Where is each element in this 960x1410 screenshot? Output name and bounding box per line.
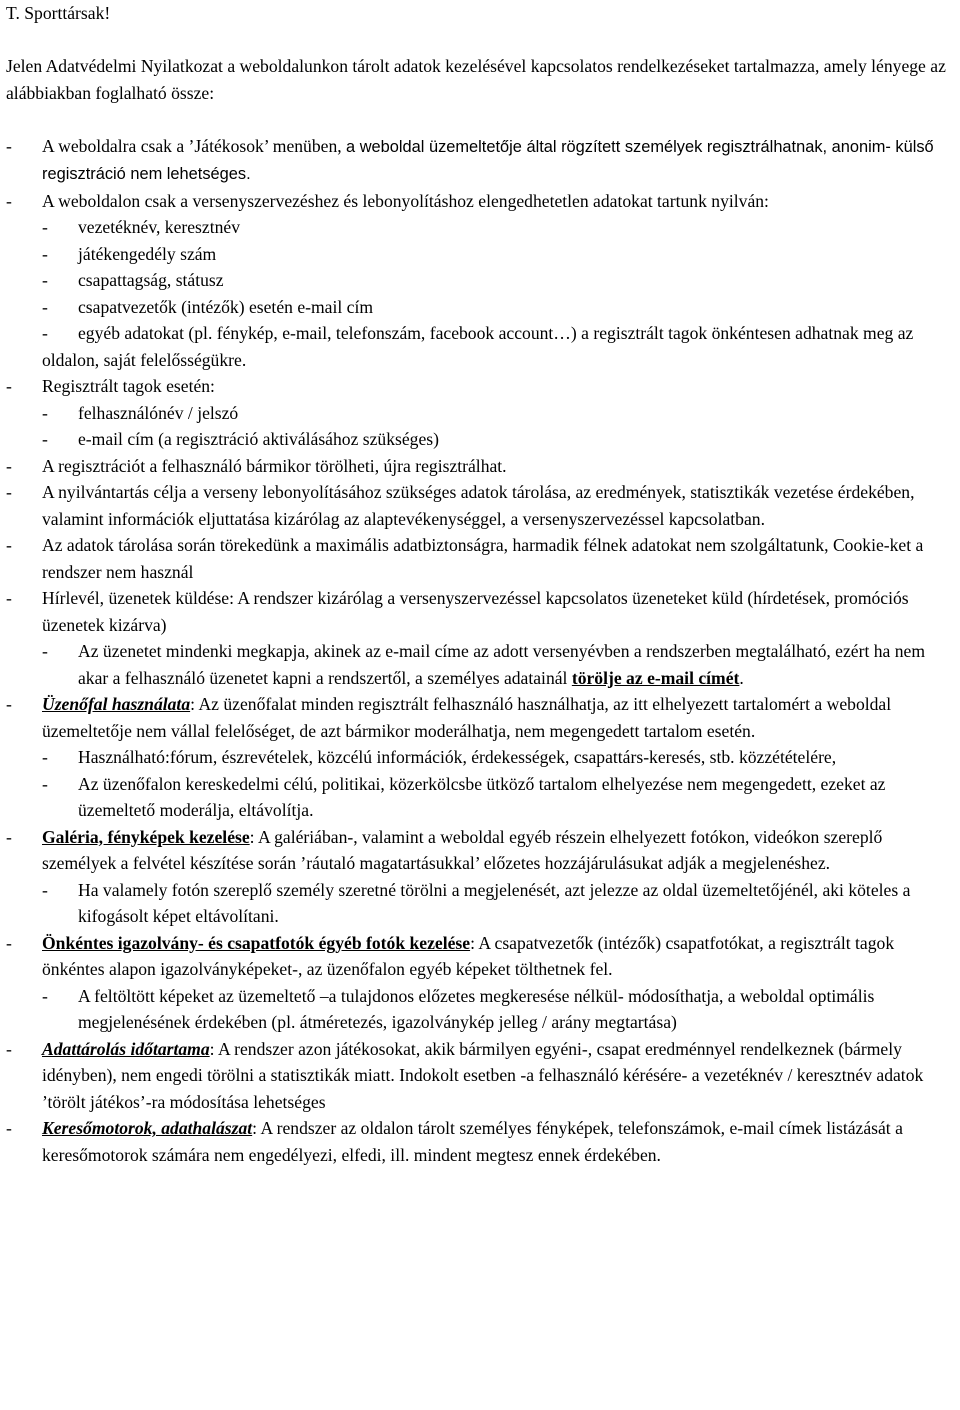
dash-bullet: - xyxy=(42,270,48,290)
item-text: A weboldalra csak a ’Játékosok’ menüben, xyxy=(42,135,347,156)
item-text: Hírlevél, üzenetek küldése: A rendszer kizárólag a versenyszervezéssel kapcsolatos üzeneteket küld (hírdetések, promóciós üzenetek kizárva) xyxy=(42,588,909,635)
item-text: Az adatok tárolása során törekedünk a maximális adatbiztonságra, harmadik félnek adatokat nem szolgáltatunk, Cookie-ket a rendszer nem használ xyxy=(42,535,924,582)
sub-list-item xyxy=(6,771,956,824)
item-text: A feltöltött képeket az üzemeltető –a tulajdonos előzetes megkeresése nélkül- módosíthatja, a weboldal optimális megjelenésének érdekében (pl. átméretezés, igazolványkép jelleg / arány megtartása) xyxy=(78,985,875,1032)
item-text: Regisztrált tagok esetén: xyxy=(42,376,215,396)
intro-paragraph: Jelen Adatvédelmi Nyilatkozat a weboldalunkon tárolt adatok kezelésével kapcsolatos rendelkezéseket tartalmazza, amely lényege az alábbiakban foglalható össze: xyxy=(6,56,946,103)
blank-line xyxy=(6,27,956,54)
dash-bullet: - xyxy=(6,1038,12,1059)
item-text: Az üzenetet mindenki megkapja, akinek az e-mail címe az adott versenyévben a rendszerben megtalálható, ezért ha nem akar a felhasználó üzenetet kapni a rendszertől, a személyes adatainál xyxy=(78,641,926,688)
dash-bullet: - xyxy=(6,535,12,555)
item-text: Az üzenőfalon kereskedelmi célú, politikai, közerkölcsbe ütköző tartalom elhelyezése nem megengedett, ezeket az üzemeltető moderálja, eltávolítja. xyxy=(78,773,886,820)
greeting: T. Sporttársak! xyxy=(6,3,111,23)
dash-bullet: - xyxy=(42,879,48,900)
sub-list-item xyxy=(6,294,956,321)
list-item xyxy=(6,824,956,877)
dash-bullet: - xyxy=(6,190,12,211)
dash-bullet: - xyxy=(6,694,12,714)
item-text: A weboldalon csak a versenyszervezéshez és lebonyolításhoz elengedhetetlen adatokat tartunk nyilván: xyxy=(42,190,769,211)
item-text: felhasználónév / jelszó xyxy=(78,402,239,423)
dash-bullet: - xyxy=(6,932,12,953)
sub-list-item xyxy=(6,214,956,241)
item-text: : A rendszer azon játékosokat, akik bármilyen egyéni-, csapat eredménnyel rendelkeznek (bármely idényben), nem engedi törölni a statisztikák miatt. Indokolt esetben -a felhasználó kérésére- a vezetéknév / keresztnév adatok ’törölt játékos’-ra módosítása lehetséges xyxy=(42,1038,924,1112)
list-item xyxy=(6,133,956,188)
dash-bullet: - xyxy=(42,243,48,264)
dash-bullet: - xyxy=(42,296,48,317)
list-item xyxy=(6,479,956,532)
section-heading: Keresőmotorok, adathalászat xyxy=(42,1118,253,1138)
item-text: e-mail cím (a regisztráció aktiválásához szükséges) xyxy=(78,429,439,449)
dash-bullet: - xyxy=(6,482,12,502)
list-item xyxy=(6,188,956,215)
document xyxy=(6,0,956,1168)
sub-list-item xyxy=(6,638,956,691)
item-text: játékengedély szám xyxy=(78,243,217,264)
sub-list-item xyxy=(6,267,956,294)
item-text: csapattagság, státusz xyxy=(78,270,224,290)
dash-bullet: - xyxy=(6,1118,12,1138)
blank-line xyxy=(6,106,956,133)
item-text: A nyilvántartás célja a verseny lebonyolításához szükséges adatok tárolása, az eredmények, statisztikák vezetése érdekében, valamint információk eljuttatása kizárólag az alaptevékenységgel, a versenyszervezéssel kapcsolatban. xyxy=(42,482,915,529)
section-heading: Önkéntes igazolvány- és csapatfotók égyéb fotók kezelése xyxy=(42,932,471,953)
dash-bullet: - xyxy=(6,135,12,156)
dash-bullet: - xyxy=(42,773,48,794)
dash-bullet: - xyxy=(42,641,48,661)
item-text: A regisztrációt a felhasználó bármikor törölheti, újra regisztrálhat. xyxy=(42,455,507,476)
list-item xyxy=(6,373,956,400)
delete-email-emphasis: törölje az e-mail címét xyxy=(571,667,740,688)
sub-list-item xyxy=(6,241,956,268)
sub-list-item xyxy=(6,320,956,373)
dash-bullet: - xyxy=(6,376,12,396)
dash-bullet: - xyxy=(42,402,48,423)
dash-bullet: - xyxy=(42,217,48,237)
item-text: : A rendszer az oldalon tárolt személyes fényképek, telefonszámok, e-mail címek listázását a keresőmotorok számára nem engedélyezi, elfedi, ill. mindent megtesz ennek érdekében. xyxy=(42,1118,903,1165)
item-text: egyéb adatokat (pl. fénykép, e-mail, telefonszám, facebook account…) a regisztrált tagok önkéntesen adhatnak meg az oldalon, saját felelősségükre. xyxy=(42,323,914,370)
list-item xyxy=(6,1036,956,1116)
section-heading: Galéria, fényképek kezelése xyxy=(42,826,250,847)
item-text: : Az üzenőfalat minden regisztrált felhasználó használhatja, az itt elhelyezett tartalomért a weboldal üzemeltetője nem vállal felelőséget, de azt bármikor moderálhatja, nem megengedett tartalom esetén. xyxy=(42,694,892,741)
sub-list-item xyxy=(6,426,956,453)
list-item xyxy=(6,585,956,638)
item-text: . xyxy=(739,667,744,688)
section-heading: Adattárolás időtartama xyxy=(42,1038,210,1059)
dash-bullet: - xyxy=(42,323,48,343)
sub-list-item xyxy=(6,877,956,930)
list-item xyxy=(6,691,956,744)
sub-list-item xyxy=(6,983,956,1036)
sub-list-item xyxy=(6,400,956,427)
item-text: Használható:fórum, észrevételek, közcélú információk, érdekességek, csapattárs-keresés, stb. közzétételére, xyxy=(78,747,837,767)
dash-bullet: - xyxy=(6,455,12,476)
item-text: vezetéknév, keresztnév xyxy=(78,217,240,237)
list-item xyxy=(6,930,956,983)
item-text: Ha valamely fotón szereplő személy szeretné törölni a megjelenését, azt jelezze az oldal üzemeltetőjénél, aki köteles a kifogásolt képet eltávolítani. xyxy=(78,879,911,926)
dash-bullet: - xyxy=(42,985,48,1006)
list-item xyxy=(6,532,956,585)
dash-bullet: - xyxy=(6,826,12,847)
item-text: a weboldal üzemeltetője által rögzített személyek regisztrálhatnak, anonim- külső regisztráció nem lehetséges. xyxy=(42,137,934,183)
item-text: csapatvezetők (intézők) esetén e-mail cím xyxy=(78,296,374,317)
dash-bullet: - xyxy=(42,747,48,767)
dash-bullet: - xyxy=(6,588,12,608)
list-item xyxy=(6,1115,956,1168)
dash-bullet: - xyxy=(42,429,48,449)
sub-list-item xyxy=(6,744,956,771)
item-text: : A csapatvezetők (intézők) csapatfotókat, a regisztrált tagok önkéntes alapon igazolványképeket-, az üzenőfalon egyéb képeket tölthetnek fel. xyxy=(42,932,895,979)
item-text: : A galériában-, valamint a weboldal egyéb részein elhelyezett fotókon, videókon szereplő személyek a felvétel készítése során ’ráutaló magatartásukkal’ előzetes hozzájárulásukat adják a megjelenéshez. xyxy=(42,826,883,873)
section-heading: Üzenőfal használata xyxy=(42,694,191,714)
list-item xyxy=(6,453,956,480)
